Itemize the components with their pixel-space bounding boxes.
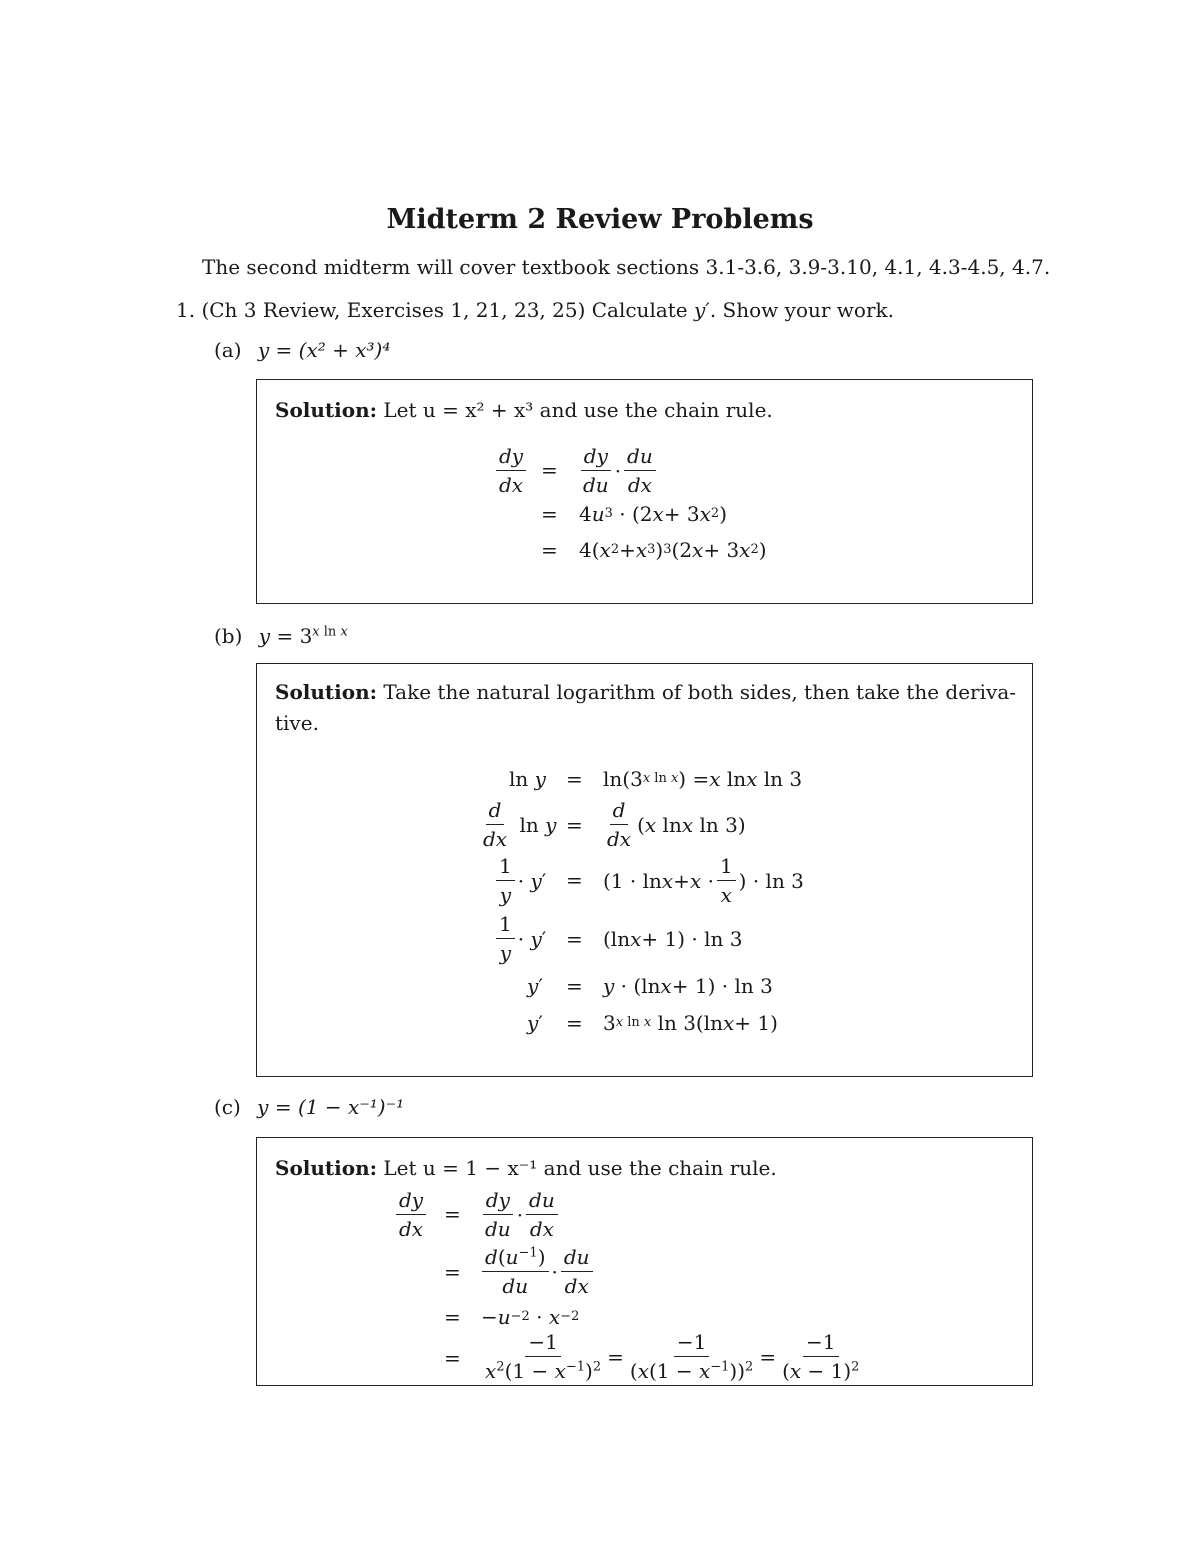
solution-b-text: Solution: Take the natural logarithm of both sides, then take the deriva- [275, 680, 1016, 704]
problem-number: 1. [176, 298, 196, 322]
eq-a-rhs-2: 4 u 3 · (2 x + 3 x 2 ) [579, 502, 728, 526]
eq-b-rel-3: = [566, 868, 583, 892]
eq-a-rhs-1: $\frac{dy}{du}$ · $\frac{du}{dx}$ [577, 442, 659, 499]
part-a-label: (a) [214, 338, 242, 362]
eq-a-rel-1: = [541, 458, 558, 482]
solution-box-c [256, 1137, 1033, 1386]
eq-b-rel-1: = [566, 767, 583, 791]
page-title: Midterm 2 Review Problems [386, 204, 814, 235]
eq-b-rhs-5: y · (ln x + 1) · ln 3 [603, 974, 773, 998]
eq-b-lhs-5: y ′ [527, 974, 543, 998]
solution-b-text-2: tive. [275, 711, 319, 735]
eq-c-rhs-2: $\frac{d(u^{-1})}{du}$ · $\frac{du}{dx}$ [479, 1243, 596, 1300]
intro-text: The second midterm will cover textbook sections 3.1-3.6, 3.9-3.10, 4.1, 4.3-4.5, 4.7. [202, 255, 1051, 279]
eq-c-rhs-1: $\frac{dy}{du}$ · $\frac{du}{dx}$ [479, 1186, 561, 1243]
eq-b-rhs-2: $\frac{d}{dx}$ ( x ln x ln 3) [607, 798, 746, 851]
part-c [214, 1095, 404, 1119]
eq-c-rhs-3: − u −2 · x −2 [481, 1305, 580, 1329]
eq-b-lhs-1: ln y [509, 767, 546, 791]
solution-a-text: Solution: Let u = x² + x³ and use the chain rule. [275, 398, 773, 422]
eq-c-rel-4: = [444, 1346, 461, 1370]
part-c-label: (c) [214, 1095, 241, 1119]
eq-a-rhs-3: 4( x 2 + x 3 ) 3 (2 x + 3 x 2 ) [579, 538, 767, 562]
eq-b-rel-4: = [566, 927, 583, 951]
eq-c-rel-1: = [444, 1202, 461, 1226]
eq-b-rhs-1: ln(3 x ln x ) = x ln x ln 3 [603, 767, 803, 791]
eq-c-rel-2: = [444, 1260, 461, 1284]
part-b [214, 624, 348, 648]
eq-b-lhs-6: y ′ [527, 1011, 543, 1035]
solution-box-b [256, 663, 1033, 1077]
part-b-statement: $y = 3^{x ln x}$ [258, 624, 348, 648]
eq-c-rel-3: = [444, 1305, 461, 1329]
part-c-statement: y = (1 − x⁻¹)⁻¹ [257, 1095, 405, 1119]
problem-text: (Ch 3 Review, Exercises 1, 21, 23, 25) Calculate y′. Show your work. [201, 298, 894, 322]
eq-b-rel-2: = [566, 813, 583, 837]
part-b-label: (b) [214, 624, 243, 648]
solution-c-text: Solution: Let u = 1 − x⁻¹ and use the chain rule. [275, 1156, 777, 1180]
eq-b-lhs-3: $\frac{1}{y}$ · y ′ [493, 852, 546, 909]
eq-b-rhs-3: (1 · ln x + x · $\frac{1}{x}$ ) · ln 3 [603, 854, 804, 907]
problem-1 [176, 298, 894, 322]
eq-b-rhs-6: 3 x ln x ln 3(ln x + 1) [603, 1011, 778, 1035]
eq-b-rel-6: = [566, 1011, 583, 1035]
eq-c-rhs-4: $\frac{-1}{x^2(1 - x^{-1})^2}$ = $\frac{-1}{(x(1 - x^{-1}))^2}$ = $\frac{-1}{(x - 1)^2}$ [485, 1330, 860, 1383]
part-a [214, 338, 390, 362]
eq-a-rel-3: = [541, 538, 558, 562]
solution-box-a [256, 379, 1033, 604]
part-a-statement: y = (x² + x³)⁴ [257, 338, 391, 362]
eq-b-rel-5: = [566, 974, 583, 998]
eq-b-rhs-4: (ln x + 1) · ln 3 [603, 927, 743, 951]
eq-b-lhs-2: $\frac{d}{dx}$ ln y [483, 798, 557, 851]
eq-c-lhs: $\frac{dy}{dx}$ [393, 1186, 429, 1243]
eq-b-lhs-4: $\frac{1}{y}$ · y ′ [493, 910, 546, 967]
eq-a-rel-2: = [541, 502, 558, 526]
eq-a-lhs: $\frac{dy}{dx}$ [493, 442, 529, 499]
